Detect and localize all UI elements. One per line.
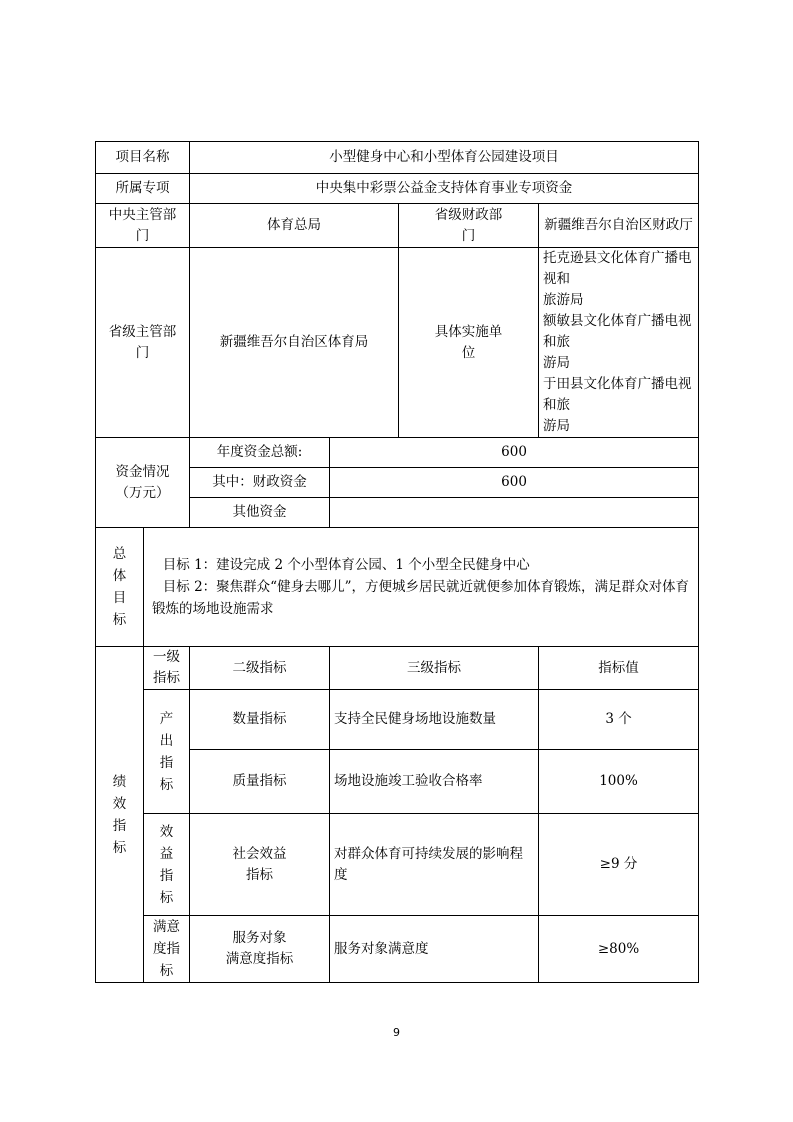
other-funds-label: 其他资金 xyxy=(190,498,330,528)
row3-level3: 对群众体育可持续发展的影响程 度 xyxy=(330,814,539,916)
table-row xyxy=(96,647,699,690)
table-row xyxy=(96,438,699,468)
prov-finance-label: 省级财政部 门 xyxy=(399,204,539,248)
category-value: 中央集中彩票公益金支持体育事业专项资金 xyxy=(190,174,699,204)
table-row xyxy=(96,248,699,438)
table-row xyxy=(96,690,699,750)
row2-value: 100% xyxy=(539,750,699,814)
page-number: 9 xyxy=(393,1026,400,1039)
row3-level2: 社会效益 指标 xyxy=(190,814,330,916)
table-row xyxy=(96,142,699,174)
goal-1: 目标 1：建设完成 2 个小型体育公园、1 个小型全民健身中心 xyxy=(162,557,530,573)
goals-label: 总 体 目 标 xyxy=(96,528,144,647)
table-row xyxy=(96,204,699,248)
prov-dept-label: 省级主管部 门 xyxy=(96,248,190,438)
benefit-indicator-label: 效 益 指 标 xyxy=(144,814,190,916)
finance-funds-label: 其中：财政资金 xyxy=(190,468,330,498)
performance-label: 绩 效 指 标 xyxy=(96,647,144,983)
goals-content xyxy=(144,528,699,647)
finance-funds-value: 600 xyxy=(330,468,699,498)
table-row xyxy=(96,174,699,204)
header-level2: 二级指标 xyxy=(190,647,330,690)
row2-level3: 场地设施竣工验收合格率 xyxy=(330,750,539,814)
satisfaction-indicator-label: 满意 度指 标 xyxy=(144,916,190,983)
row3-value: ≥9 分 xyxy=(539,814,699,916)
table-row xyxy=(96,528,699,647)
row1-value: 3 个 xyxy=(539,690,699,750)
impl-unit-label: 具体实施单 位 xyxy=(399,248,539,438)
annual-funds-label: 年度资金总额: xyxy=(190,438,330,468)
impl-units-value: 托克逊县文化体育广播电视和 旅游局 额敏县文化体育广播电视和旅 游局 于田县文化体育广播电视和旅 游局 xyxy=(539,248,699,438)
project-name-label: 项目名称 xyxy=(96,142,190,174)
output-indicator-label: 产 出 指 标 xyxy=(144,690,190,814)
header-level3: 三级指标 xyxy=(330,647,539,690)
category-label: 所属专项 xyxy=(96,174,190,204)
header-value: 指标值 xyxy=(539,647,699,690)
header-level1: 一级 指标 xyxy=(144,647,190,690)
funds-label: 资金情况 （万元） xyxy=(96,438,190,528)
row4-level3: 服务对象满意度 xyxy=(330,916,539,983)
table-row xyxy=(96,916,699,983)
central-dept-value: 体育总局 xyxy=(190,204,399,248)
row4-value: ≥80% xyxy=(539,916,699,983)
row1-level3: 支持全民健身场地设施数量 xyxy=(330,690,539,750)
row4-level2: 服务对象 满意度指标 xyxy=(190,916,330,983)
prov-finance-value: 新疆维吾尔自治区财政厅 xyxy=(539,204,699,248)
project-name-value: 小型健身中心和小型体育公园建设项目 xyxy=(190,142,699,174)
table-row xyxy=(96,814,699,916)
goal-2: 目标 2：聚焦群众“健身去哪儿”，方便城乡居民就近就便参加体育锻炼，满足群众对体育锻炼的场地设施需求 xyxy=(152,579,689,617)
central-dept-label: 中央主管部 门 xyxy=(96,204,190,248)
row1-level2: 数量指标 xyxy=(190,690,330,750)
row2-level2: 质量指标 xyxy=(190,750,330,814)
prov-dept-value: 新疆维吾尔自治区体育局 xyxy=(190,248,399,438)
annual-funds-value: 600 xyxy=(330,438,699,468)
performance-goal-table xyxy=(95,141,699,983)
other-funds-value xyxy=(330,498,699,528)
